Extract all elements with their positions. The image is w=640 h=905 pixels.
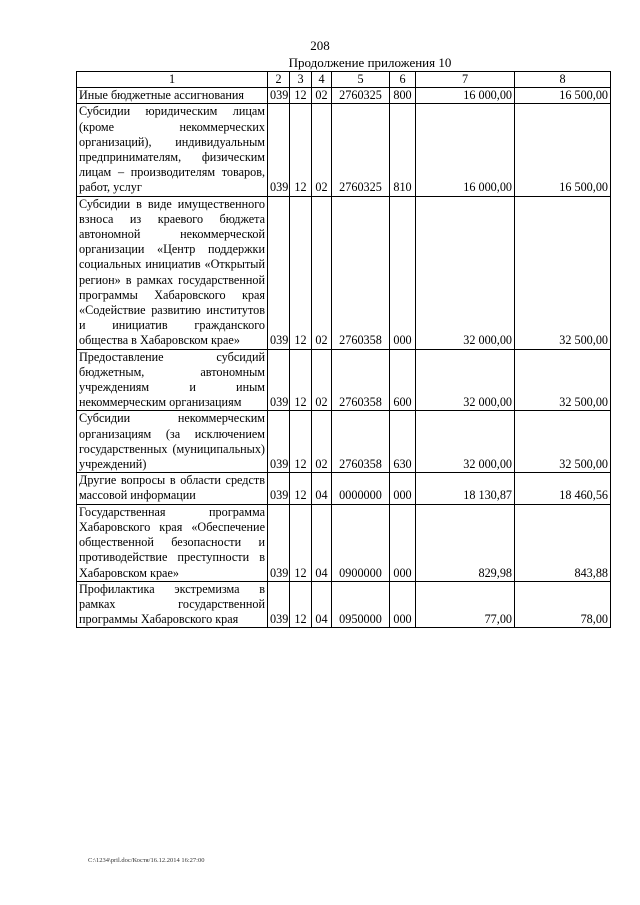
amount-cell: 18 460,56 — [515, 473, 611, 504]
amount-cell: 829,98 — [416, 504, 515, 581]
amount-cell: 32 000,00 — [416, 196, 515, 349]
code-cell: 039 — [268, 88, 290, 104]
column-header: 7 — [416, 72, 515, 88]
code-cell: 810 — [390, 104, 416, 196]
code-cell: 02 — [312, 88, 332, 104]
code-cell: 039 — [268, 104, 290, 196]
table-row — [77, 349, 611, 411]
column-header: 2 — [268, 72, 290, 88]
code-cell: 600 — [390, 349, 416, 411]
code-cell: 0900000 — [332, 504, 390, 581]
amount-cell: 843,88 — [515, 504, 611, 581]
amount-cell: 16 500,00 — [515, 88, 611, 104]
code-cell: 0000000 — [332, 473, 390, 504]
code-cell: 039 — [268, 411, 290, 473]
code-cell: 2760325 — [332, 104, 390, 196]
amount-cell: 78,00 — [515, 581, 611, 628]
code-cell: 630 — [390, 411, 416, 473]
amount-cell: 16 500,00 — [515, 104, 611, 196]
table-header-row — [77, 72, 611, 88]
code-cell: 2760358 — [332, 411, 390, 473]
code-cell: 02 — [312, 104, 332, 196]
row-name-cell: Субсидии в виде имущественного взноса из краевого бюджета автономной некоммерческой организации «Центр поддержки социальных инициатив «Открытый регион» в рамках государственной программы Хабаровского края «Содействие развитию институтов и инициатив гражданского общества в Хабаровском крае» — [77, 196, 268, 349]
code-cell: 800 — [390, 88, 416, 104]
code-cell: 000 — [390, 196, 416, 349]
continuation-caption: Продолжение приложения 10 — [288, 55, 452, 70]
code-cell: 02 — [312, 411, 332, 473]
code-cell: 04 — [312, 473, 332, 504]
column-header: 6 — [390, 72, 416, 88]
code-cell: 000 — [390, 504, 416, 581]
file-path-footer: C:\1234\pril.doc/Костя/16.12.2014 16:27:00 — [88, 857, 205, 864]
table-row — [77, 473, 611, 504]
table-row — [77, 581, 611, 628]
amount-cell: 32 500,00 — [515, 349, 611, 411]
code-cell: 2760325 — [332, 88, 390, 104]
code-cell: 0950000 — [332, 581, 390, 628]
column-header: 8 — [515, 72, 611, 88]
amount-cell: 77,00 — [416, 581, 515, 628]
row-name-cell: Другие вопросы в области средств массовой информации — [77, 473, 268, 504]
column-header: 4 — [312, 72, 332, 88]
row-name-cell: Субсидии юридическим лицам (кроме некоммерческих организаций), индивидуальным предпринимателям, физическим лицам – производителям товаров, работ, услуг — [77, 104, 268, 196]
code-cell: 12 — [290, 88, 312, 104]
code-cell: 000 — [390, 581, 416, 628]
code-cell: 039 — [268, 581, 290, 628]
code-cell: 02 — [312, 196, 332, 349]
code-cell: 04 — [312, 504, 332, 581]
table-row — [77, 88, 611, 104]
row-name-cell: Субсидии некоммерческим организациям (за исключением государственных (муниципальных) учреждений) — [77, 411, 268, 473]
code-cell: 2760358 — [332, 349, 390, 411]
table-row — [77, 504, 611, 581]
code-cell: 039 — [268, 196, 290, 349]
page-number: 208 — [310, 38, 330, 53]
code-cell: 12 — [290, 104, 312, 196]
code-cell: 02 — [312, 349, 332, 411]
code-cell: 12 — [290, 349, 312, 411]
code-cell: 12 — [290, 504, 312, 581]
code-cell: 039 — [268, 504, 290, 581]
budget-table — [76, 71, 611, 628]
row-name-cell: Иные бюджетные ассигнования — [77, 88, 268, 104]
table-row — [77, 196, 611, 349]
amount-cell: 18 130,87 — [416, 473, 515, 504]
column-header: 3 — [290, 72, 312, 88]
code-cell: 039 — [268, 349, 290, 411]
amount-cell: 16 000,00 — [416, 104, 515, 196]
code-cell: 039 — [268, 473, 290, 504]
row-name-cell: Государственная программа Хабаровского края «Обеспечение общественной безопасности и противодействие преступности в Хабаровском крае» — [77, 504, 268, 581]
amount-cell: 32 000,00 — [416, 411, 515, 473]
code-cell: 2760358 — [332, 196, 390, 349]
row-name-cell: Профилактика экстремизма в рамках государственной программы Хабаровского края — [77, 581, 268, 628]
row-name-cell: Предоставление субсидий бюджетным, автономным учреждениям и иным некоммерческим организациям — [77, 349, 268, 411]
table-row — [77, 411, 611, 473]
code-cell: 12 — [290, 473, 312, 504]
code-cell: 12 — [290, 196, 312, 349]
column-header: 5 — [332, 72, 390, 88]
code-cell: 04 — [312, 581, 332, 628]
code-cell: 12 — [290, 411, 312, 473]
amount-cell: 32 500,00 — [515, 196, 611, 349]
code-cell: 000 — [390, 473, 416, 504]
table-row — [77, 104, 611, 196]
amount-cell: 32 000,00 — [416, 349, 515, 411]
column-header: 1 — [77, 72, 268, 88]
amount-cell: 32 500,00 — [515, 411, 611, 473]
amount-cell: 16 000,00 — [416, 88, 515, 104]
code-cell: 12 — [290, 581, 312, 628]
